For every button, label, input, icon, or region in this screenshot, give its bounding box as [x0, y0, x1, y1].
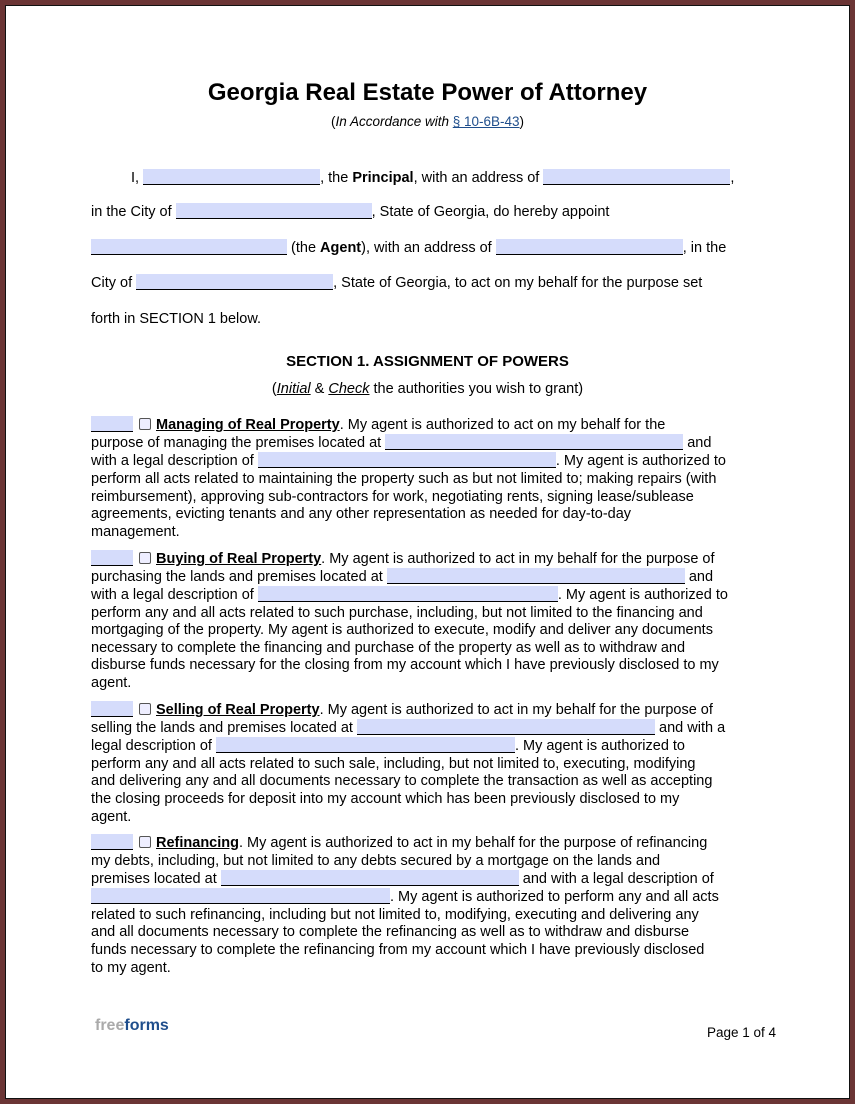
- legal-description-field[interactable]: [91, 888, 390, 904]
- text: and with a: [655, 720, 726, 736]
- line: funds necessary to complete the refinancing from my account which I have previously disclosed: [91, 942, 705, 958]
- text: , State of Georgia, to act on my behalf for the purpose set: [333, 275, 703, 291]
- text: the authorities you wish to grant): [369, 381, 584, 397]
- line: to my agent.: [91, 960, 171, 976]
- legal-description-field[interactable]: [258, 586, 558, 602]
- logo-part: forms: [124, 1017, 169, 1034]
- text: and: [684, 569, 714, 585]
- agent-name-field[interactable]: [91, 239, 287, 255]
- text: legal description of: [91, 738, 216, 754]
- checkbox[interactable]: [139, 836, 151, 848]
- line: [91, 737, 685, 755]
- agent-address-field[interactable]: [496, 239, 683, 255]
- text: Initial: [276, 381, 311, 397]
- text: ,: [730, 170, 735, 186]
- section-instructions: [0, 381, 855, 397]
- text: , State of Georgia, do hereby appoint: [371, 204, 610, 220]
- power-selling: [91, 701, 713, 719]
- power-managing: [91, 416, 665, 434]
- initials-field[interactable]: [91, 550, 133, 566]
- power-heading: Buying of Real Property: [156, 551, 322, 567]
- power-buying: [91, 550, 715, 568]
- text: Principal: [352, 170, 414, 186]
- section-heading: SECTION 1. ASSIGNMENT OF POWERS: [286, 353, 569, 370]
- initials-field[interactable]: [91, 416, 133, 432]
- line: perform all acts related to maintaining the property such as but not limited to; making repairs (with: [91, 471, 717, 487]
- power-refinancing: [91, 834, 707, 852]
- text: , the: [320, 170, 353, 186]
- principal-address-field[interactable]: [543, 169, 730, 185]
- line: [91, 888, 719, 906]
- intro-line: [131, 169, 734, 187]
- checkbox[interactable]: [139, 703, 151, 715]
- line: and all documents necessary to complete the refinancing as well as to withdraw and disburse: [91, 924, 690, 940]
- paren: ): [519, 114, 525, 129]
- line: [91, 452, 726, 470]
- text: selling the lands and premises located at: [91, 720, 357, 736]
- text: . My agent is authorized to act on my behalf for the: [339, 417, 666, 433]
- subtitle-text: In Accordance with: [335, 114, 453, 129]
- line: [91, 870, 714, 888]
- intro-line: [91, 274, 702, 292]
- text: (: [271, 381, 277, 397]
- line: agent.: [91, 809, 132, 825]
- intro-line: [91, 239, 726, 257]
- logo-part: free: [95, 1017, 125, 1034]
- agent-city-field[interactable]: [136, 274, 333, 290]
- line: my debts, including, but not limited to any debts secured by a mortgage on the lands and: [91, 853, 661, 869]
- line: agent.: [91, 675, 132, 691]
- premises-field[interactable]: [357, 719, 655, 735]
- initials-field[interactable]: [91, 701, 133, 717]
- checkbox[interactable]: [139, 552, 151, 564]
- premises-field[interactable]: [387, 568, 685, 584]
- power-heading: Selling of Real Property: [156, 702, 320, 718]
- power-heading: Managing of Real Property: [156, 417, 340, 433]
- text: Agent: [320, 240, 362, 256]
- legal-description-field[interactable]: [258, 452, 556, 468]
- text: purchasing the lands and premises located at: [91, 569, 387, 585]
- line: necessary to complete the financing and purchase of the property as well as to withdraw and: [91, 640, 686, 656]
- text: . My agent is authorized to act in my behalf for the purpose of: [321, 551, 715, 567]
- initials-field[interactable]: [91, 834, 133, 850]
- premises-field[interactable]: [385, 434, 683, 450]
- intro-line: forth in SECTION 1 below.: [91, 311, 262, 327]
- text: . My agent is authorized to act in my behalf for the purpose of refinancing: [238, 835, 708, 851]
- line: the closing proceeds for deposit into my account which has been previously disclosed to my: [91, 791, 680, 807]
- line: [91, 586, 728, 604]
- line: perform any and all acts related to such purchase, including, but not limited to the financing and: [91, 605, 703, 621]
- text: . My agent is authorized to perform any and all acts: [390, 889, 719, 905]
- text: Check: [328, 381, 370, 397]
- text: &: [310, 381, 329, 397]
- line: and delivering any and all documents necessary to complete the transaction as well as accepting: [91, 773, 713, 789]
- text: (the: [287, 240, 321, 256]
- text: with a legal description of: [91, 587, 258, 603]
- freeforms-logo: [95, 1017, 169, 1035]
- line: reimbursement), approving sub-contractors for work, negotiating rents, signing lease/sublease: [91, 489, 694, 505]
- line: management.: [91, 524, 180, 540]
- text: , in the: [682, 240, 727, 256]
- line: agreements, evicting tenants and any other representation as needed for day-to-day: [91, 506, 632, 522]
- text: . My agent is authorized to: [514, 738, 686, 754]
- power-heading: Refinancing: [156, 835, 239, 851]
- subtitle: [0, 114, 855, 129]
- line: [91, 719, 725, 737]
- line: [91, 434, 711, 452]
- page-number: Page 1 of 4: [707, 1025, 777, 1040]
- line: disburse funds necessary for the closing from my account which I have previously disclosed to my: [91, 657, 719, 673]
- checkbox[interactable]: [139, 418, 151, 430]
- principal-city-field[interactable]: [176, 203, 372, 219]
- paren: (: [330, 114, 336, 129]
- text: purpose of managing the premises located at: [91, 435, 386, 451]
- text: ), with an address of: [361, 240, 496, 256]
- line: perform any and all acts related to such sale, including, but not limited to, executing, modifying: [91, 756, 696, 772]
- line: mortgaging of the property. My agent is authorized to execute, modify and deliver any documents: [91, 622, 713, 638]
- intro-line: [91, 203, 609, 221]
- statute-link[interactable]: § 10-6B-43: [452, 114, 520, 129]
- line: related to such refinancing, including but not limited to, modifying, executing and delivering any: [91, 907, 699, 923]
- text: City of: [91, 275, 137, 291]
- line: [91, 568, 713, 586]
- text: and: [683, 435, 712, 451]
- text: , with an address of: [413, 170, 544, 186]
- legal-description-field[interactable]: [216, 737, 515, 753]
- text: premises located at: [91, 871, 221, 887]
- text: . My agent is authorized to: [555, 453, 726, 469]
- premises-field[interactable]: [221, 870, 519, 886]
- text: in the City of: [91, 204, 176, 220]
- text: . My agent is authorized to: [557, 587, 728, 603]
- page-title: Georgia Real Estate Power of Attorney: [207, 79, 648, 106]
- text: . My agent is authorized to act in my behalf for the purpose of: [319, 702, 713, 718]
- principal-name-field[interactable]: [143, 169, 320, 185]
- text: I,: [131, 170, 144, 186]
- text: and with a legal description of: [518, 871, 714, 887]
- text: with a legal description of: [91, 453, 258, 469]
